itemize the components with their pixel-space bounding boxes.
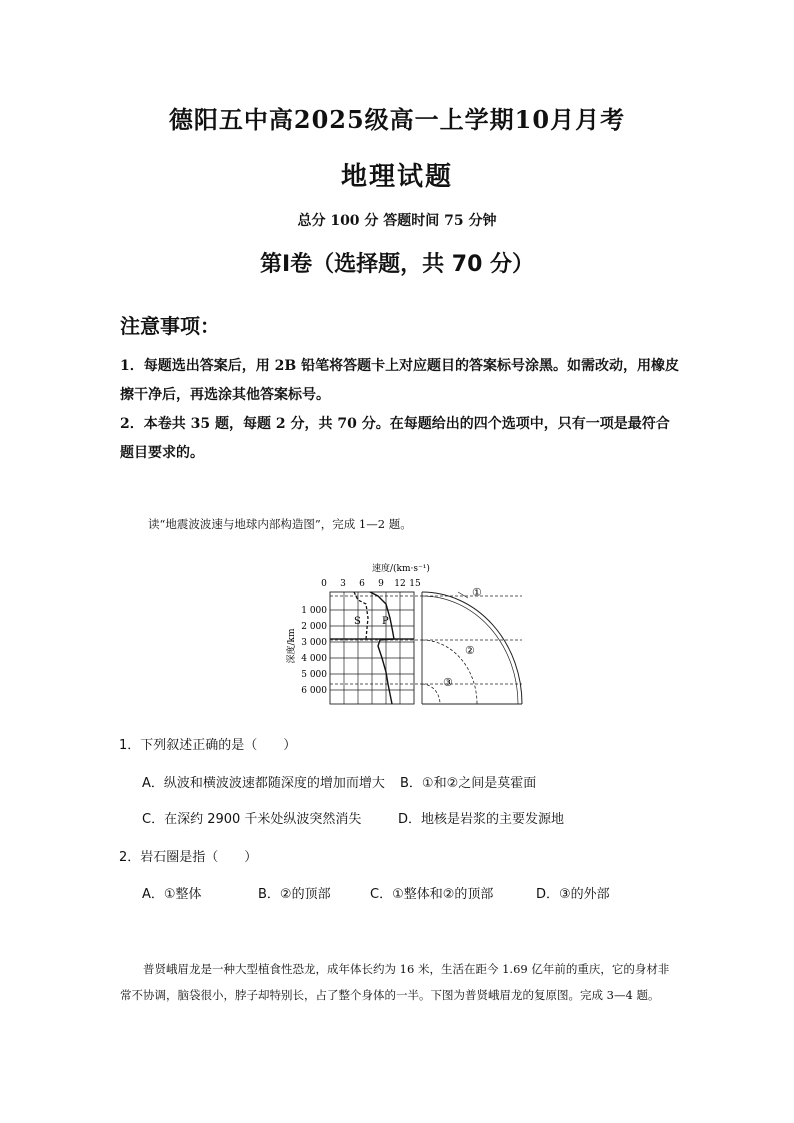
question-2-option-b: B．②的顶部 (258, 887, 331, 902)
speed-tick: 12 (394, 579, 406, 589)
s-wave-label: S (354, 616, 361, 627)
depth-axis-label: 深度/km (287, 628, 297, 664)
section-title: 第Ⅰ卷（选择题，共 70 分） (259, 252, 535, 277)
question-2-option-c: C．①整体和②的顶部 (370, 887, 494, 902)
question-1-option-d: D．地核是岩浆的主要发源地 (398, 812, 565, 827)
question-1-option-c: C．在深约 2900 千米处纵波突然消失 (142, 812, 362, 827)
depth-tick: 5 000 (301, 670, 327, 680)
p-wave-label: P (382, 616, 389, 627)
depth-tick: 1 000 (301, 606, 327, 616)
notes-heading: 注意事项： (120, 314, 220, 338)
passage-text: 普贤峨眉龙是一种大型植食性恐龙，成年体长约为 16 米，生活在距今 1.69 亿年前的重庆，它的身材非常不协调，脑袋很小，脖子却特别长，占了整个身体的一半。下图为普贤峨眉龙的复原图。完成 3—4 题。 (120, 962, 670, 1002)
speed-axis-label: 速度/(km·s⁻¹) (372, 564, 430, 574)
seismic-figure (282, 562, 542, 716)
question-1-option-a: A．纵波和横波波速都随深度的增加而增大 (142, 776, 385, 791)
question-2-stem: 2．岩石圈是指（ ） (119, 850, 258, 865)
exam-meta: 总分 100 分 答题时间 75 分钟 (297, 213, 497, 229)
question-intro: 读“地震波波速与地球内部构造图”，完成 1—2 题。 (148, 517, 412, 531)
depth-tick: 4 000 (301, 654, 327, 664)
speed-tick: 3 (340, 579, 346, 589)
note-item-2: 2．本卷共 35 题，每题 2 分，共 70 分。在每题给出的四个选项中，只有一项是最符合题目要求的。 (120, 416, 670, 461)
layer-3-label: ③ (443, 676, 453, 689)
speed-tick: 0 (321, 579, 327, 589)
boundary-lines (330, 596, 522, 684)
question-1-stem: 1．下列叙述正确的是（ ） (119, 738, 297, 753)
question-2-option-d: D．③的外部 (536, 887, 610, 902)
exam-school-title: 德阳五中高2025级高一上学期10月月考 (168, 105, 626, 134)
speed-tick: 9 (378, 579, 384, 589)
depth-tick: 6 000 (301, 686, 327, 696)
speed-tick: 15 (409, 579, 421, 589)
speed-tick: 6 (359, 579, 365, 589)
p-wave-curve (370, 592, 394, 704)
grid-vertical (344, 592, 400, 704)
depth-tick: 3 000 (301, 638, 327, 648)
inner-core-arc (422, 684, 440, 704)
question-1-option-b: B．①和②之间是莫霍面 (400, 776, 537, 791)
layer-1-label: ① (472, 586, 482, 599)
exam-subject-title: 地理试题 (340, 162, 453, 192)
question-2-option-a: A．①整体 (142, 887, 202, 902)
layer-2-label: ② (465, 644, 475, 657)
note-item-1: 1．每题选出答案后，用 2B 铅笔将答题卡上对应题目的答案标号涂黑。如需改动，用橡皮擦干净后，再选涂其他答案标号。 (120, 358, 680, 403)
depth-tick: 2 000 (301, 622, 327, 632)
seismic-diagram (282, 562, 542, 712)
layer-1-pointer (458, 592, 468, 598)
